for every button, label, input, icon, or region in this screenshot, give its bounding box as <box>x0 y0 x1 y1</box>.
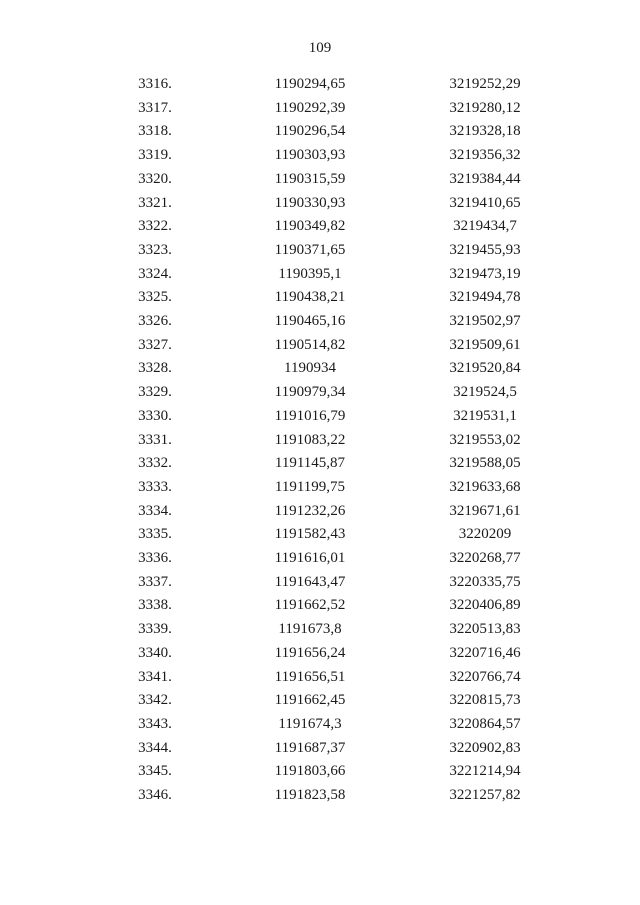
table-row <box>100 215 560 239</box>
y-coordinate: 3219588,05 <box>449 455 521 472</box>
x-coordinate: 1191232,26 <box>274 502 346 519</box>
point-number: 3346. <box>138 787 172 804</box>
point-number: 3341. <box>138 668 172 685</box>
point-number: 3326. <box>138 313 172 330</box>
point-number: 3335. <box>138 526 172 543</box>
x-coordinate: 1191687,37 <box>274 739 346 756</box>
table-row <box>100 73 560 97</box>
y-coordinate: 3219509,61 <box>449 336 521 353</box>
y-coordinate: 3220864,57 <box>449 715 521 732</box>
y-coordinate: 3219473,19 <box>449 265 521 282</box>
table-row <box>100 239 560 263</box>
x-coordinate: 1190330,93 <box>274 194 346 211</box>
coordinates-table <box>100 73 560 808</box>
point-number: 3339. <box>138 621 172 638</box>
x-coordinate: 1191662,45 <box>274 692 346 709</box>
y-coordinate: 3219531,1 <box>453 407 517 424</box>
x-coordinate: 1191823,58 <box>274 787 346 804</box>
y-coordinate: 3219553,02 <box>449 431 521 448</box>
y-coordinate: 3219434,7 <box>453 218 517 235</box>
table-row <box>100 476 560 500</box>
point-number: 3317. <box>138 99 172 116</box>
y-coordinate: 3219524,5 <box>453 384 517 401</box>
y-coordinate: 3219252,29 <box>449 76 521 92</box>
table-row <box>100 334 560 358</box>
x-coordinate: 1190465,16 <box>274 313 346 330</box>
table-row <box>100 144 560 168</box>
x-coordinate: 1190934 <box>284 360 336 377</box>
point-number: 3329. <box>138 384 172 401</box>
table-row <box>100 784 560 808</box>
table-row <box>100 381 560 405</box>
y-coordinate: 3220406,89 <box>449 597 521 614</box>
x-coordinate: 1191662,52 <box>274 597 346 614</box>
point-number: 3331. <box>138 431 172 448</box>
y-coordinate: 3220209 <box>458 526 512 543</box>
point-number: 3325. <box>138 289 172 306</box>
x-coordinate: 1191656,24 <box>274 644 346 661</box>
point-number: 3333. <box>138 478 172 495</box>
table-row <box>100 286 560 310</box>
x-coordinate: 1190292,39 <box>274 99 346 116</box>
y-coordinate: 3220513,83 <box>449 621 521 638</box>
table-row <box>100 523 560 547</box>
point-number: 3316. <box>138 76 172 92</box>
table-row <box>100 168 560 192</box>
x-coordinate: 1190349,82 <box>274 218 346 235</box>
point-number: 3332. <box>138 455 172 472</box>
x-coordinate: 1190296,54 <box>274 123 346 140</box>
point-number: 3344. <box>138 739 172 756</box>
x-coordinate: 1190315,59 <box>274 170 346 187</box>
table-row <box>100 689 560 713</box>
table-row <box>100 357 560 381</box>
table-row <box>100 666 560 690</box>
table-row <box>100 500 560 524</box>
x-coordinate: 1191674,3 <box>278 715 342 732</box>
y-coordinate: 3219520,84 <box>449 360 521 377</box>
y-coordinate: 3220902,83 <box>449 739 521 756</box>
table-row <box>100 429 560 453</box>
page-number: 109 <box>308 40 332 56</box>
point-number: 3324. <box>138 265 172 282</box>
table-row <box>100 713 560 737</box>
y-coordinate: 3219455,93 <box>449 241 521 258</box>
y-coordinate: 3219356,32 <box>449 147 521 164</box>
point-number: 3321. <box>138 194 172 211</box>
point-number: 3320. <box>138 170 172 187</box>
x-coordinate: 1191582,43 <box>274 526 346 543</box>
coordinates-table-body <box>100 73 560 808</box>
point-number: 3338. <box>138 597 172 614</box>
y-coordinate: 3219494,78 <box>449 289 521 306</box>
x-coordinate: 1191673,8 <box>278 621 342 638</box>
y-coordinate: 3220268,77 <box>449 550 521 567</box>
table-row <box>100 310 560 334</box>
x-coordinate: 1190371,65 <box>274 241 346 258</box>
point-number: 3340. <box>138 644 172 661</box>
x-coordinate: 1191083,22 <box>274 431 346 448</box>
table-row <box>100 737 560 761</box>
y-coordinate: 3219280,12 <box>449 99 521 116</box>
x-coordinate: 1190438,21 <box>274 289 346 306</box>
x-coordinate: 1190979,34 <box>274 384 346 401</box>
point-number: 3334. <box>138 502 172 519</box>
y-coordinate: 3219410,65 <box>449 194 521 211</box>
table-row <box>100 760 560 784</box>
point-number: 3323. <box>138 241 172 258</box>
x-coordinate: 1191803,66 <box>274 763 346 780</box>
table-row <box>100 120 560 144</box>
table-row <box>100 618 560 642</box>
table-row <box>100 405 560 429</box>
point-number: 3343. <box>138 715 172 732</box>
y-coordinate: 3219328,18 <box>449 123 521 140</box>
point-number: 3319. <box>138 147 172 164</box>
point-number: 3337. <box>138 573 172 590</box>
point-number: 3327. <box>138 336 172 353</box>
table-row <box>100 594 560 618</box>
point-number: 3328. <box>138 360 172 377</box>
point-number: 3336. <box>138 550 172 567</box>
table-row <box>100 263 560 287</box>
x-coordinate: 1191656,51 <box>274 668 346 685</box>
point-number: 3322. <box>138 218 172 235</box>
y-coordinate: 3221257,82 <box>449 787 521 804</box>
table-row <box>100 97 560 121</box>
y-coordinate: 3219633,68 <box>449 478 521 495</box>
x-coordinate: 1191616,01 <box>274 550 346 567</box>
y-coordinate: 3219502,97 <box>449 313 521 330</box>
y-coordinate: 3220335,75 <box>449 573 521 590</box>
y-coordinate: 3219671,61 <box>449 502 521 519</box>
table-row <box>100 571 560 595</box>
table-row <box>100 452 560 476</box>
x-coordinate: 1190303,93 <box>274 147 346 164</box>
x-coordinate: 1190294,65 <box>274 76 346 92</box>
x-coordinate: 1190395,1 <box>278 265 342 282</box>
x-coordinate: 1191199,75 <box>274 478 346 495</box>
y-coordinate: 3220815,73 <box>449 692 521 709</box>
y-coordinate: 3220716,46 <box>449 644 521 661</box>
y-coordinate: 3219384,44 <box>449 170 521 187</box>
table-row <box>100 642 560 666</box>
table-row <box>100 192 560 216</box>
y-coordinate: 3220766,74 <box>449 668 521 685</box>
x-coordinate: 1191643,47 <box>274 573 346 590</box>
x-coordinate: 1191145,87 <box>274 455 346 472</box>
y-coordinate: 3221214,94 <box>449 763 521 780</box>
table-row <box>100 547 560 571</box>
point-number: 3342. <box>138 692 172 709</box>
point-number: 3318. <box>138 123 172 140</box>
point-number: 3345. <box>138 763 172 780</box>
x-coordinate: 1191016,79 <box>274 407 346 424</box>
point-number: 3330. <box>138 407 172 424</box>
x-coordinate: 1190514,82 <box>274 336 346 353</box>
